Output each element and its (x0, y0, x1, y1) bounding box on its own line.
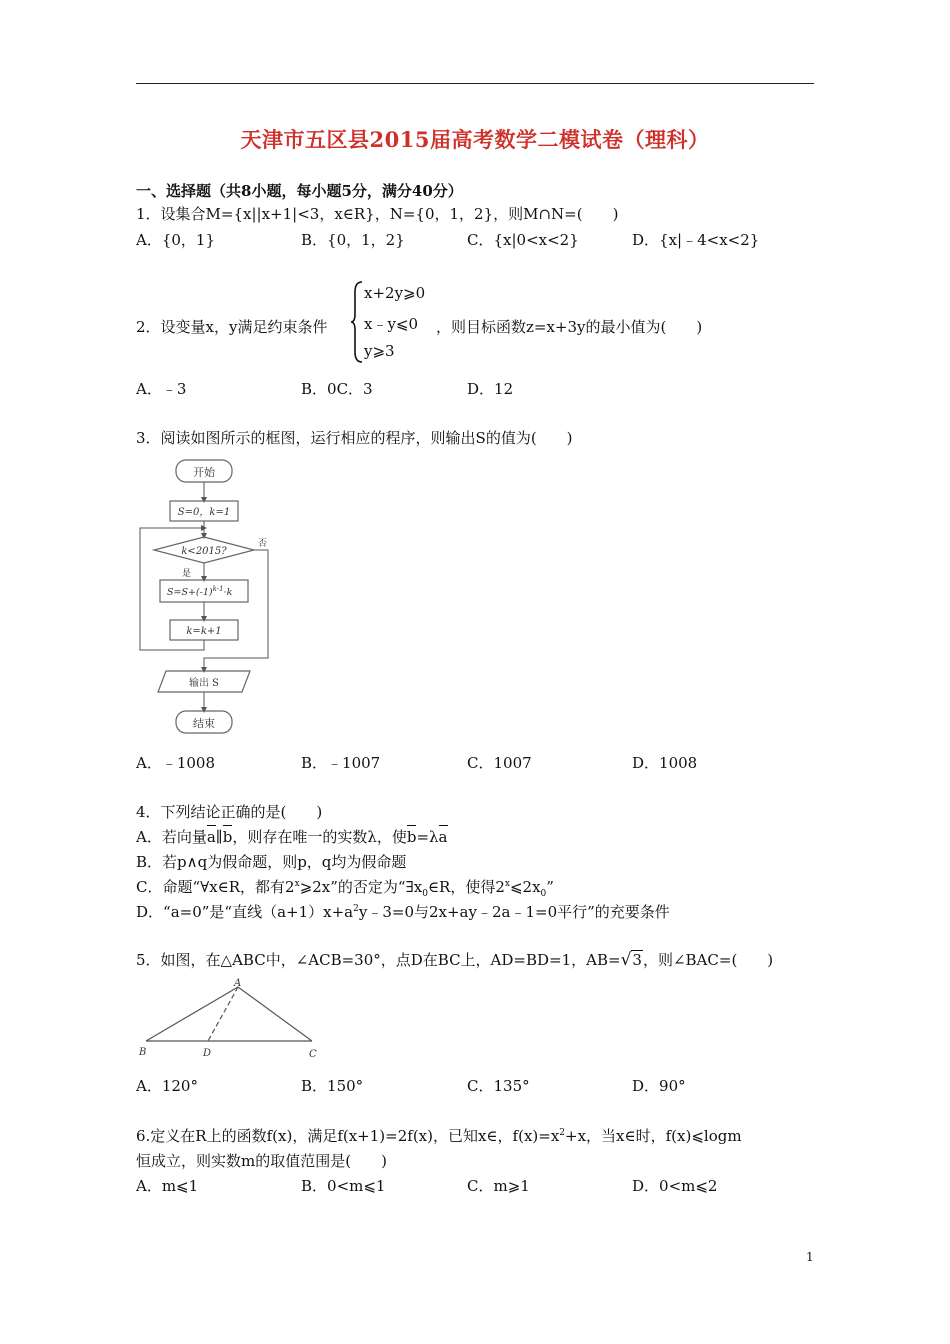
q2-option-a: A．﹣3 (136, 380, 187, 398)
question-3-stem: 3．阅读如图所示的框图，运行相应的程序，则输出S的值为( ) (136, 429, 573, 447)
q1-option-c: C．{x|0<x<2} (467, 231, 579, 249)
question-5-stem: 5．如图，在△ABC中，∠ACB=30°，点D在BC上，AD=BD=1，AB=√3，则∠BAC=( ) (136, 950, 774, 970)
flowchart-figure (130, 452, 290, 742)
vertex-a-label: A (234, 978, 242, 989)
q6-option-a: A．m⩽1 (136, 1177, 199, 1195)
q3-option-b: B．﹣1007 (301, 754, 381, 772)
question-1-stem: 1．设集合M={x||x+1|<3，x∈R}，N={0，1，2}，则M∩N=( ) (136, 205, 619, 223)
flow-decision-label: k<2015? (181, 546, 227, 557)
page-title: 天津市五区县2015届高考数学二模试卷（理科） (240, 127, 710, 152)
q3-option-c: C．1007 (467, 754, 532, 772)
q4-option-b: B．若p∧q为假命题，则p，q均为假命题 (136, 853, 407, 871)
q4-option-c: C．命题“∀x∈R，都有2$^x$⩾2x”的否定为“$\exists x_0\in R$，使得$2^x⩽2x_0$” (136, 878, 554, 899)
flow-update-k-label: k=k+1 (186, 626, 222, 637)
vertex-c-label: C (309, 1049, 317, 1060)
constraint-3: y⩾3 (364, 342, 395, 360)
q6-option-b: B．0<m⩽1 (301, 1177, 386, 1195)
q1-option-b: B．{0，1，2} (301, 231, 405, 249)
flow-start-label: 开始 (193, 466, 215, 479)
flow-yes-label: 是 (182, 569, 192, 579)
q2-option-d: D．12 (467, 380, 514, 398)
question-6-line-1: 6.定义在R上的函数f(x)，满足f(x+1)=2f(x)，已知x∈，$f(x)=x^2+x$，当x∈时，f(x)⩽logm (136, 1127, 742, 1145)
q6-option-c: C．m⩾1 (467, 1177, 530, 1195)
q5-option-b: B．150° (301, 1077, 364, 1095)
question-6-line-2: 恒成立，则实数m的取值范围是( ) (136, 1152, 387, 1170)
flow-init-label: S=0，k=1 (177, 507, 231, 518)
question-4-stem: 4．下列结论正确的是( ) (136, 803, 323, 821)
question-2-stem-post: ，则目标函数z=x+3y的最小值为( ) (436, 318, 703, 336)
header-rule (136, 83, 814, 84)
flow-no-label: 否 (258, 539, 268, 549)
constraint-brace (350, 280, 364, 364)
q3-option-a: A．﹣1008 (136, 754, 216, 772)
q5-option-a: A．120° (136, 1077, 198, 1095)
flow-output-label: 输出 S (188, 678, 220, 689)
q6-option-d: D．0<m⩽2 (632, 1177, 718, 1195)
q5-option-d: D．90° (632, 1077, 686, 1095)
constraint-2: x﹣y⩽0 (364, 315, 419, 333)
page-number: 1 (806, 1250, 814, 1264)
triangle-figure (136, 975, 326, 1065)
q4-option-a: A．若向量a∥b，则存在唯一的实数λ，使b=λa (136, 828, 448, 846)
flow-update-s-label: $S=S+(-1)^{k-1}\cdot k$ (167, 585, 233, 598)
q2-option-bc: B．0C．3 (301, 380, 373, 398)
vertex-b-label: B (139, 1047, 147, 1058)
q4-option-d: D．“a=0”是“直线$(a+1)x+a^2y﹣3=0$与2x+ay﹣2a﹣1=0平行”的充要条件 (136, 903, 670, 921)
question-2-stem-pre: 2．设变量x，y满足约束条件 (136, 318, 328, 336)
section-heading: 一、选择题（共8小题，每小题5分，满分40分） (136, 182, 463, 200)
vertex-d-label: D (203, 1048, 212, 1059)
q3-option-d: D．1008 (632, 754, 698, 772)
constraint-1: x+2y⩾0 (364, 284, 426, 302)
q5-option-c: C．135° (467, 1077, 530, 1095)
sqrt-sign: √ (620, 950, 632, 970)
q1-option-a: A．{0，1} (136, 231, 216, 249)
q1-option-d: D．{x|﹣4<x<2} (632, 231, 760, 249)
flow-end-label: 结束 (193, 717, 215, 730)
